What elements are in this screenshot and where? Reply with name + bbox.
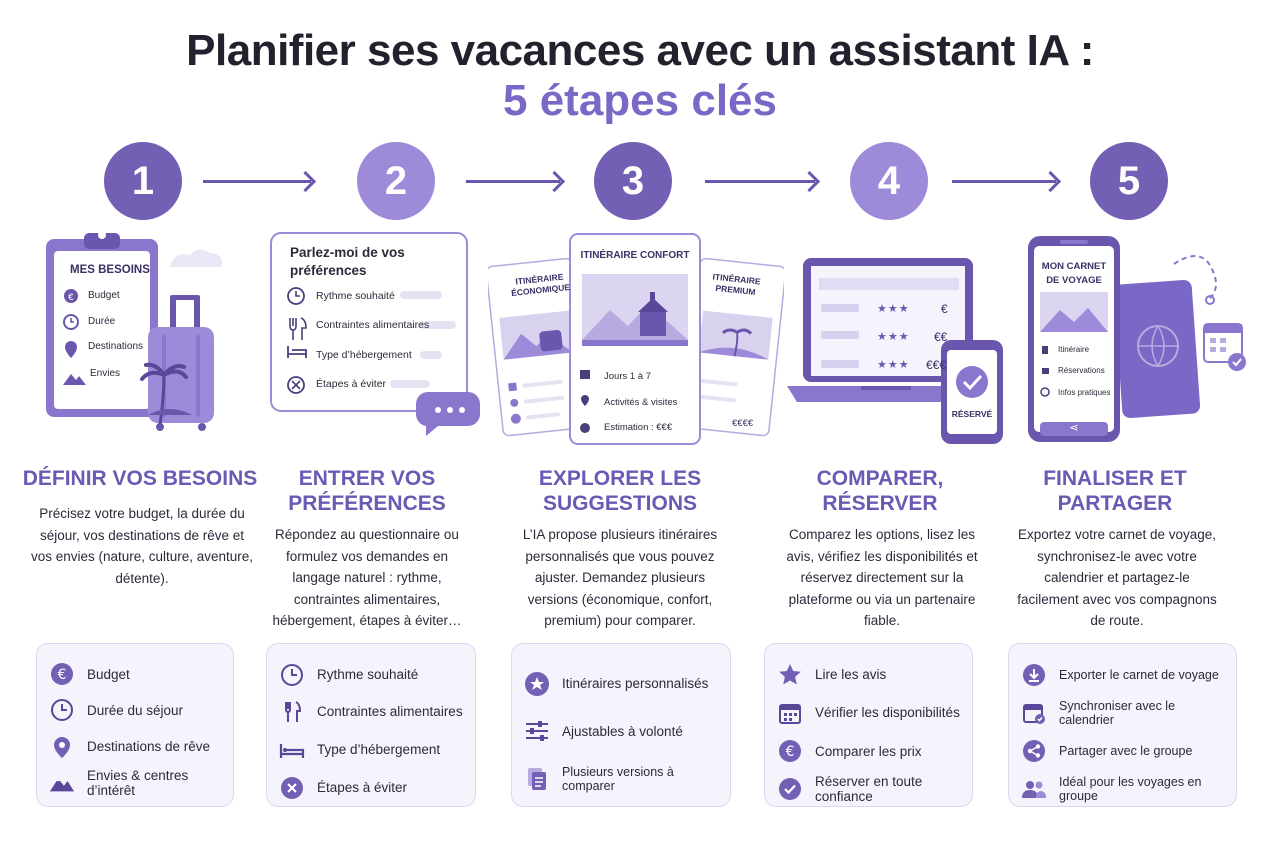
page-subtitle: 5 étapes clés — [503, 76, 777, 125]
page-title: Planifier ses vacances avec un assistant IA : — [186, 26, 1094, 75]
share-icon: ⋖ — [1069, 422, 1079, 434]
euro-icon — [777, 738, 803, 764]
card-item-export: Exporter le carnet de voyage — [1021, 656, 1224, 694]
form-title-line2: préférences — [290, 263, 367, 278]
reserved-label: RÉSERVÉ — [951, 409, 993, 419]
card-item-destinations: Destinations de rêve — [49, 728, 221, 765]
booking-illustration — [785, 256, 1007, 446]
step-3-description: L’IA propose plusieurs itinéraires personnalisés que vous pouvez ajuster. Demandez plusieurs versions (économique, confort, premium) pour comparer. — [522, 527, 718, 628]
step-2-title: ENTRER VOS PRÉFÉRENCES — [288, 467, 446, 515]
rating-stars: ★★★ — [877, 359, 910, 371]
step-4-card — [764, 643, 973, 807]
card-item-availability: Vérifier les disponibilités — [777, 693, 960, 732]
arrow-1-2 — [203, 180, 311, 183]
step-4-number: 4 — [850, 142, 928, 220]
card-item-food: Contraintes alimentaires — [279, 693, 463, 730]
clipboard-item: Durée — [88, 316, 116, 327]
cross-circle-icon — [279, 775, 305, 801]
card-item-prices: € Comparer les prix — [777, 732, 960, 770]
rating-stars: ★★★ — [877, 303, 910, 315]
notebook-title-line2: DE VOYAGE — [1046, 275, 1102, 286]
clipboard-title: MES BESOINS — [70, 264, 150, 276]
svg-text:€: € — [57, 667, 67, 683]
download-icon — [1021, 662, 1047, 688]
card-item-adjustable: Ajustables à volonté — [524, 707, 718, 755]
notebook-illustration — [1026, 234, 1252, 444]
euro-icon — [49, 661, 75, 687]
form-item: Type d’hébergement — [316, 349, 412, 361]
card-item-versions: Plusieurs versions à comparer — [524, 755, 718, 803]
card-item-sync: Synchroniser avec le calendrier — [1021, 694, 1224, 732]
step-3-number: 3 — [594, 142, 672, 220]
check-circle-icon — [777, 776, 803, 802]
form-item: Étapes à éviter — [316, 378, 387, 390]
card-price: €€€€ — [732, 418, 754, 429]
step-4-title: COMPARER, RÉSERVER — [816, 467, 944, 515]
needs-illustration — [30, 225, 240, 435]
arrow-3-4 — [705, 180, 815, 183]
arrow-2-3 — [466, 180, 560, 183]
card-title-premium: ITINÉRAIRE PREMIUM — [712, 271, 762, 298]
card-item-reviews: Lire les avis — [777, 656, 960, 693]
step-1-description: Précisez votre budget, la durée du séjour, vos destinations de rêve et vos envies (nature, culture, aventure, détente). — [30, 506, 254, 586]
share-icon — [1021, 738, 1047, 764]
mountain-icon — [49, 770, 75, 796]
step-5-card — [1008, 643, 1237, 807]
calendar-sync-icon — [1021, 700, 1047, 726]
step-4-description: Comparez les options, lisez les avis, vérifiez les disponibilités et réservez directement sur la plateforme ou via un partenaire fiable. — [786, 527, 978, 628]
notebook-item: Infos pratiques — [1058, 388, 1111, 397]
card-title-economic: ITINÉRAIRE ÉCONOMIQUE — [510, 271, 571, 299]
sliders-icon — [524, 718, 550, 744]
step-5-title: FINALISER ET PARTAGER — [1043, 467, 1187, 515]
step-1-title: DÉFINIR VOS BESOINS — [22, 467, 258, 490]
card-item-budget: € Budget — [49, 656, 221, 692]
star-icon — [777, 662, 803, 688]
step-2-description: Répondez au questionnaire ou formulez vos demandes en langage naturel : rythme, contraintes alimentaires, hébergement, étapes à éviter… — [272, 527, 462, 628]
card-item-group: Idéal pour les voyages en groupe — [1021, 770, 1224, 808]
step-1-number: 1 — [104, 142, 182, 220]
svg-text:€: € — [785, 744, 795, 760]
step-5-number: 5 — [1090, 142, 1168, 220]
step-3-card — [511, 643, 731, 807]
card-title-comfort: ITINÉRAIRE CONFORT — [580, 250, 690, 261]
itineraries-illustration — [488, 232, 784, 447]
group-icon — [1021, 776, 1047, 802]
clipboard-item: Destinations — [88, 341, 144, 352]
notebook-title-line1: MON CARNET — [1041, 261, 1107, 272]
step-2-number: 2 — [357, 142, 435, 220]
clock-icon — [279, 662, 305, 688]
clipboard-item: Envies — [90, 368, 121, 379]
cutlery-icon — [279, 699, 305, 725]
rating-stars: ★★★ — [877, 331, 910, 343]
documents-icon — [524, 766, 550, 792]
card-item: Estimation : €€€ — [604, 422, 673, 433]
svg-text:€: € — [68, 293, 74, 303]
card-item-duration: Durée du séjour — [49, 692, 221, 728]
calendar-icon — [777, 700, 803, 726]
step-1-card — [36, 643, 234, 807]
form-item: Rythme souhaité — [316, 290, 395, 302]
card-item-share: Partager avec le groupe — [1021, 732, 1224, 770]
card-item-book: Réserver en toute confiance — [777, 770, 960, 808]
price-level: € — [941, 302, 948, 316]
form-item: Contraintes alimentaires — [316, 319, 430, 331]
card-item: Activités & visites — [604, 397, 678, 408]
location-pin-icon — [49, 734, 75, 760]
step-3-title: EXPLORER LES SUGGESTIONS — [538, 467, 702, 515]
card-item: Jours 1 à 7 — [604, 371, 651, 382]
step-5-description: Exportez votre carnet de voyage, synchronisez-le avec votre calendrier et partagez-le facilement avec vos compagnons de route. — [1017, 527, 1217, 628]
clipboard-item: Budget — [88, 290, 120, 301]
preferences-illustration — [270, 230, 482, 440]
card-item-avoid: Étapes à éviter — [279, 769, 463, 806]
notebook-item: Itinéraire — [1058, 345, 1090, 354]
card-item-pace: Rythme souhaité — [279, 656, 463, 693]
card-item-personalized: Itinéraires personnalisés — [524, 660, 718, 707]
price-level: €€ — [934, 330, 948, 344]
form-title-line1: Parlez-moi de vos — [290, 245, 405, 260]
notebook-item: Réservations — [1058, 366, 1105, 375]
clock-icon — [49, 697, 75, 723]
arrow-4-5 — [952, 180, 1056, 183]
star-circle-icon — [524, 671, 550, 697]
bed-icon — [279, 737, 305, 763]
card-item-accommodation: Type d’hébergement — [279, 730, 463, 769]
price-level: €€€ — [926, 358, 947, 372]
step-2-card — [266, 643, 476, 807]
card-item-interests: Envies & centres d’intérêt — [49, 765, 221, 801]
